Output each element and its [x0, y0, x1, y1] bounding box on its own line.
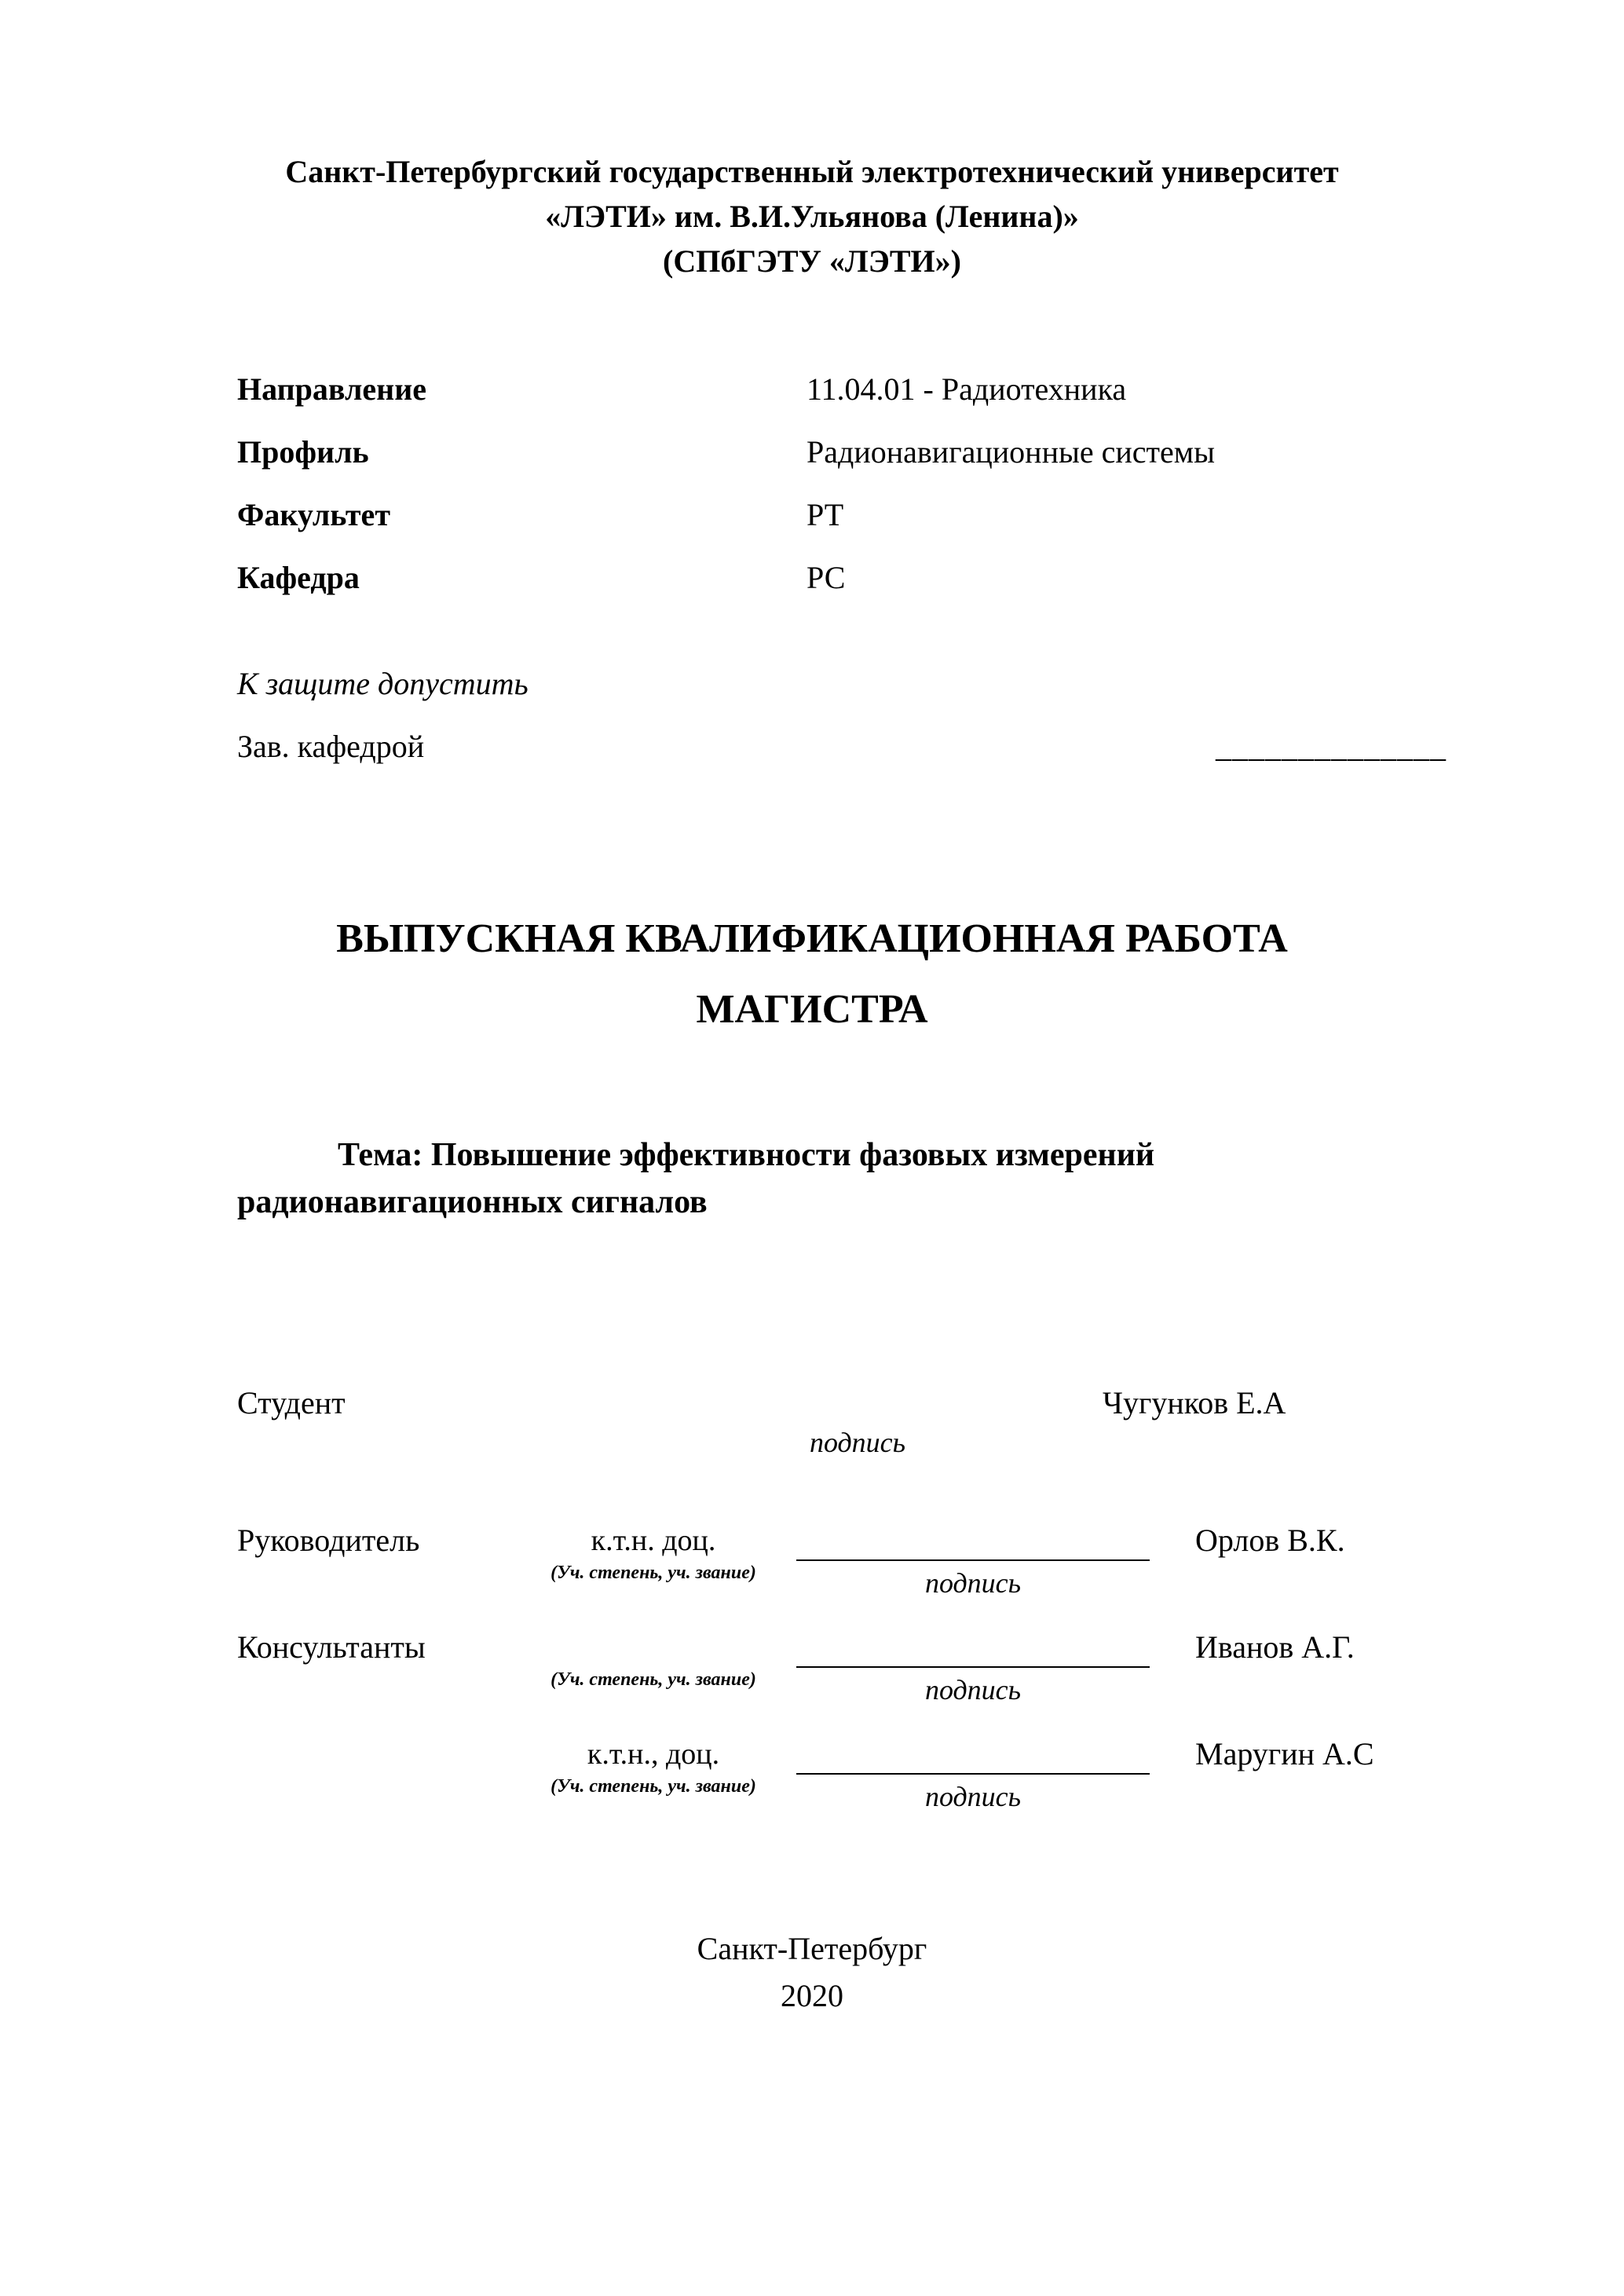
- consultant1-signature-area: [796, 1627, 1150, 1709]
- signature-row-supervisor: [237, 1520, 1624, 1602]
- supervisor-label: Руководитель: [237, 1523, 420, 1558]
- consultants-label: Консультанты: [237, 1629, 426, 1665]
- student-name: Чугунков Е.А: [1103, 1385, 1286, 1420]
- signature-row-consultant-2: [237, 1734, 1624, 1815]
- supervisor-name: Орлов В.К.: [1195, 1523, 1345, 1558]
- document-title-line1: ВЫПУСКНАЯ КВАЛИФИКАЦИОННАЯ РАБОТА: [336, 916, 1288, 961]
- consultant1-signature-line: [796, 1627, 1150, 1668]
- student-label: Студент: [237, 1385, 346, 1420]
- consultant1-degree-block: [520, 1627, 787, 1691]
- document-title-line2: МАГИСТРА: [696, 987, 928, 1032]
- admission-block: [237, 653, 1624, 778]
- field-label-direction: Направление: [237, 371, 426, 407]
- field-row-faculty: [237, 484, 1624, 547]
- admission-head-line: [237, 715, 1447, 778]
- footer-year: 2020: [781, 1978, 843, 2013]
- student-row: [237, 1383, 1624, 1424]
- consultant2-signature-area: [796, 1734, 1150, 1815]
- university-header: [0, 0, 1624, 283]
- supervisor-degree-caption: (Уч. степень, уч. звание): [550, 1563, 756, 1583]
- consultant1-signature-caption: подпись: [924, 1674, 1022, 1706]
- footer-city: Санкт-Петербург: [697, 1931, 927, 1966]
- thesis-topic-line1: Тема: Повышение эффективности фазовых измерений: [338, 1137, 1155, 1173]
- signature-row-consultant-1: [237, 1627, 1624, 1709]
- supervisor-degree-block: [520, 1520, 787, 1585]
- department-head-label: Зав. кафедрой: [237, 729, 425, 764]
- field-label-faculty: Факультет: [237, 497, 390, 532]
- field-row-profile: [237, 421, 1624, 484]
- consultant2-signature-line: [796, 1734, 1150, 1775]
- signature-rows: [237, 1520, 1624, 1815]
- student-signature-caption: подпись: [809, 1427, 906, 1458]
- field-value-department: РС: [807, 560, 846, 595]
- program-fields: [237, 358, 1624, 609]
- thesis-topic-line2: радионавигационных сигналов: [237, 1184, 708, 1220]
- supervisor-signature-area: [796, 1520, 1150, 1602]
- document-footer: [0, 1925, 1624, 2020]
- supervisor-signature-caption: подпись: [924, 1567, 1022, 1599]
- student-signature-block: [237, 1383, 1624, 1461]
- field-row-department: [237, 547, 1624, 609]
- department-head-signature-blank: ______________: [1216, 729, 1447, 764]
- consultant2-name: Маругин А.С: [1195, 1736, 1374, 1771]
- field-value-direction: 11.04.01 - Радиотехника: [807, 371, 1127, 407]
- field-value-profile: Радионавигационные системы: [807, 434, 1215, 470]
- field-value-faculty: РТ: [807, 497, 844, 532]
- university-name-line1: Санкт-Петербургский государственный электротехнический университет: [285, 154, 1339, 189]
- admission-permit-line: К защите допустить: [237, 666, 529, 701]
- field-label-profile: Профиль: [237, 434, 369, 470]
- consultant1-name: Иванов А.Г.: [1195, 1629, 1355, 1665]
- consultant2-degree: к.т.н., доц.: [587, 1738, 720, 1771]
- supervisor-degree: к.т.н. доц.: [591, 1524, 716, 1557]
- consultant2-degree-caption: (Уч. степень, уч. звание): [550, 1776, 756, 1797]
- document-title: [0, 904, 1624, 1045]
- field-label-department: Кафедра: [237, 560, 360, 595]
- university-abbreviation: (СПбГЭТУ «ЛЭТИ»): [663, 243, 961, 279]
- university-name-line2: «ЛЭТИ» им. В.И.Ульянова (Ленина)»: [545, 199, 1079, 234]
- thesis-topic: [237, 1132, 1462, 1226]
- consultant2-signature-caption: подпись: [924, 1781, 1022, 1812]
- consultant2-degree-block: [520, 1734, 787, 1798]
- supervisor-signature-line: [796, 1520, 1150, 1561]
- consultant1-degree: [520, 1627, 787, 1668]
- consultant1-degree-caption: (Уч. степень, уч. звание): [550, 1669, 756, 1690]
- field-row-direction: [237, 358, 1624, 421]
